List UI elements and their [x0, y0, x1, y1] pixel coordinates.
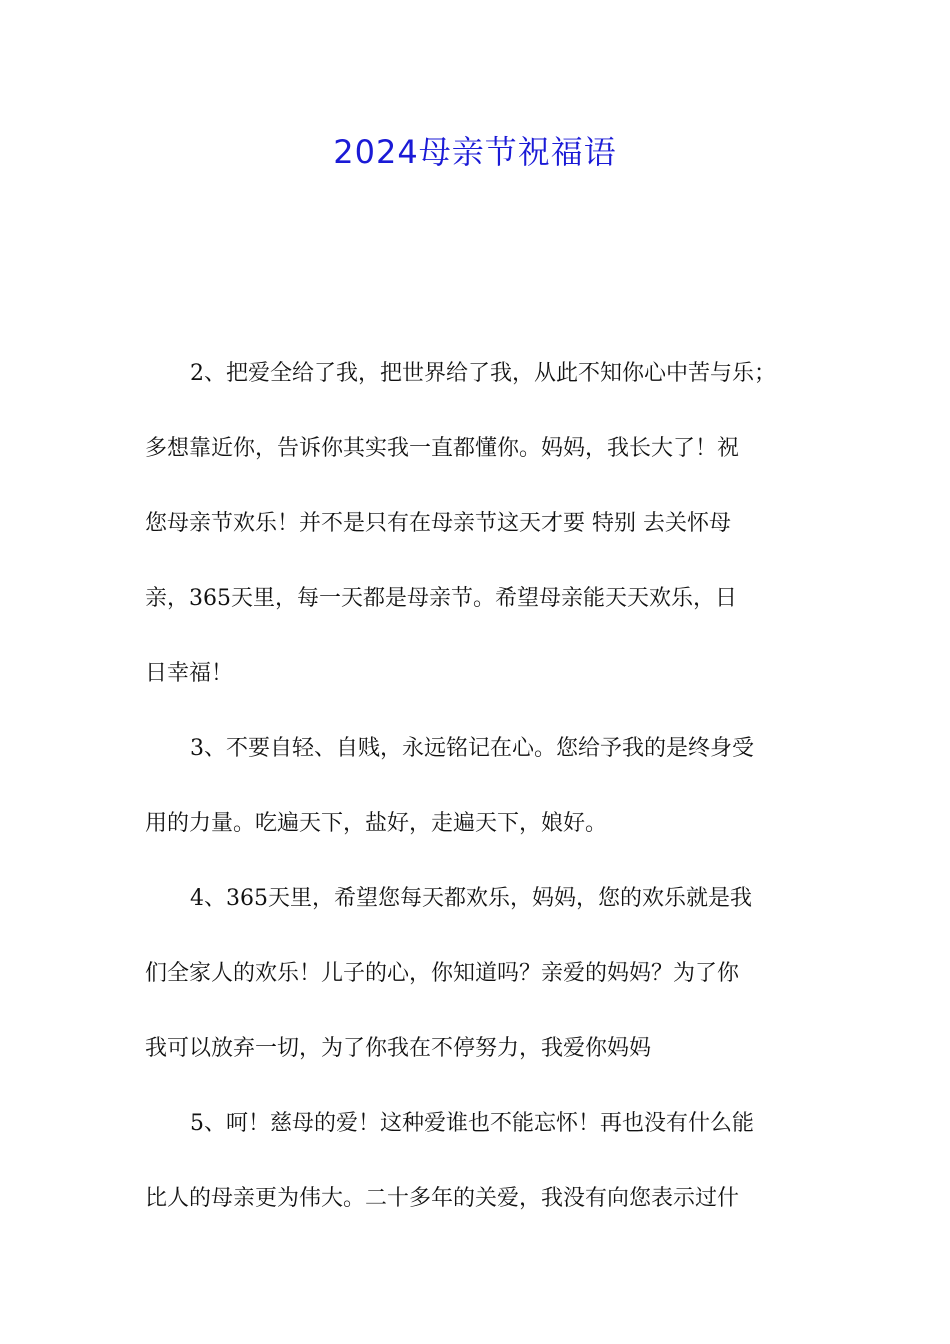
paragraph-line: 亲，365天里，每一天都是母亲节。希望母亲能天天欢乐，日 — [145, 586, 737, 611]
paragraph-2 — [145, 336, 810, 711]
paragraph-line: 3、不要自轻、自贱，永远铭记在心。您给予我的是终身受 — [190, 736, 754, 761]
paragraph-line: 4、365天里，希望您每天都欢乐，妈妈，您的欢乐就是我 — [190, 886, 752, 911]
paragraph-line: 用的力量。吃遍天下，盐好，走遍天下，娘好。 — [145, 811, 608, 836]
paragraph-line: 我可以放弃一切，为了你我在不停努力，我爱你妈妈 — [145, 1036, 652, 1061]
paragraph-4 — [145, 861, 810, 1086]
paragraph-line: 2、把爱全给了我，把世界给了我，从此不知你心中苦与乐； — [190, 361, 776, 386]
paragraph-line: 们全家人的欢乐！儿子的心，你知道吗？亲爱的妈妈？为了你 — [145, 961, 740, 986]
paragraph-line: 您母亲节欢乐！并不是只有在母亲节这天才要 特别 去关怀母 — [145, 511, 731, 536]
paragraph-line: 多想靠近你，告诉你其实我一直都懂你。妈妈，我长大了！祝 — [145, 436, 740, 461]
document-body — [145, 336, 810, 1236]
paragraph-line: 比人的母亲更为伟大。二十多年的关爱，我没有向您表示过什 — [145, 1186, 740, 1211]
document-title: 2024母亲节祝福语 — [333, 133, 617, 171]
paragraph-3 — [145, 711, 810, 861]
paragraph-line: 5、呵！慈母的爱！这种爱谁也不能忘怀！再也没有什么能 — [190, 1111, 754, 1136]
paragraph-line: 日幸福！ — [145, 661, 234, 686]
paragraph-5 — [145, 1086, 810, 1236]
